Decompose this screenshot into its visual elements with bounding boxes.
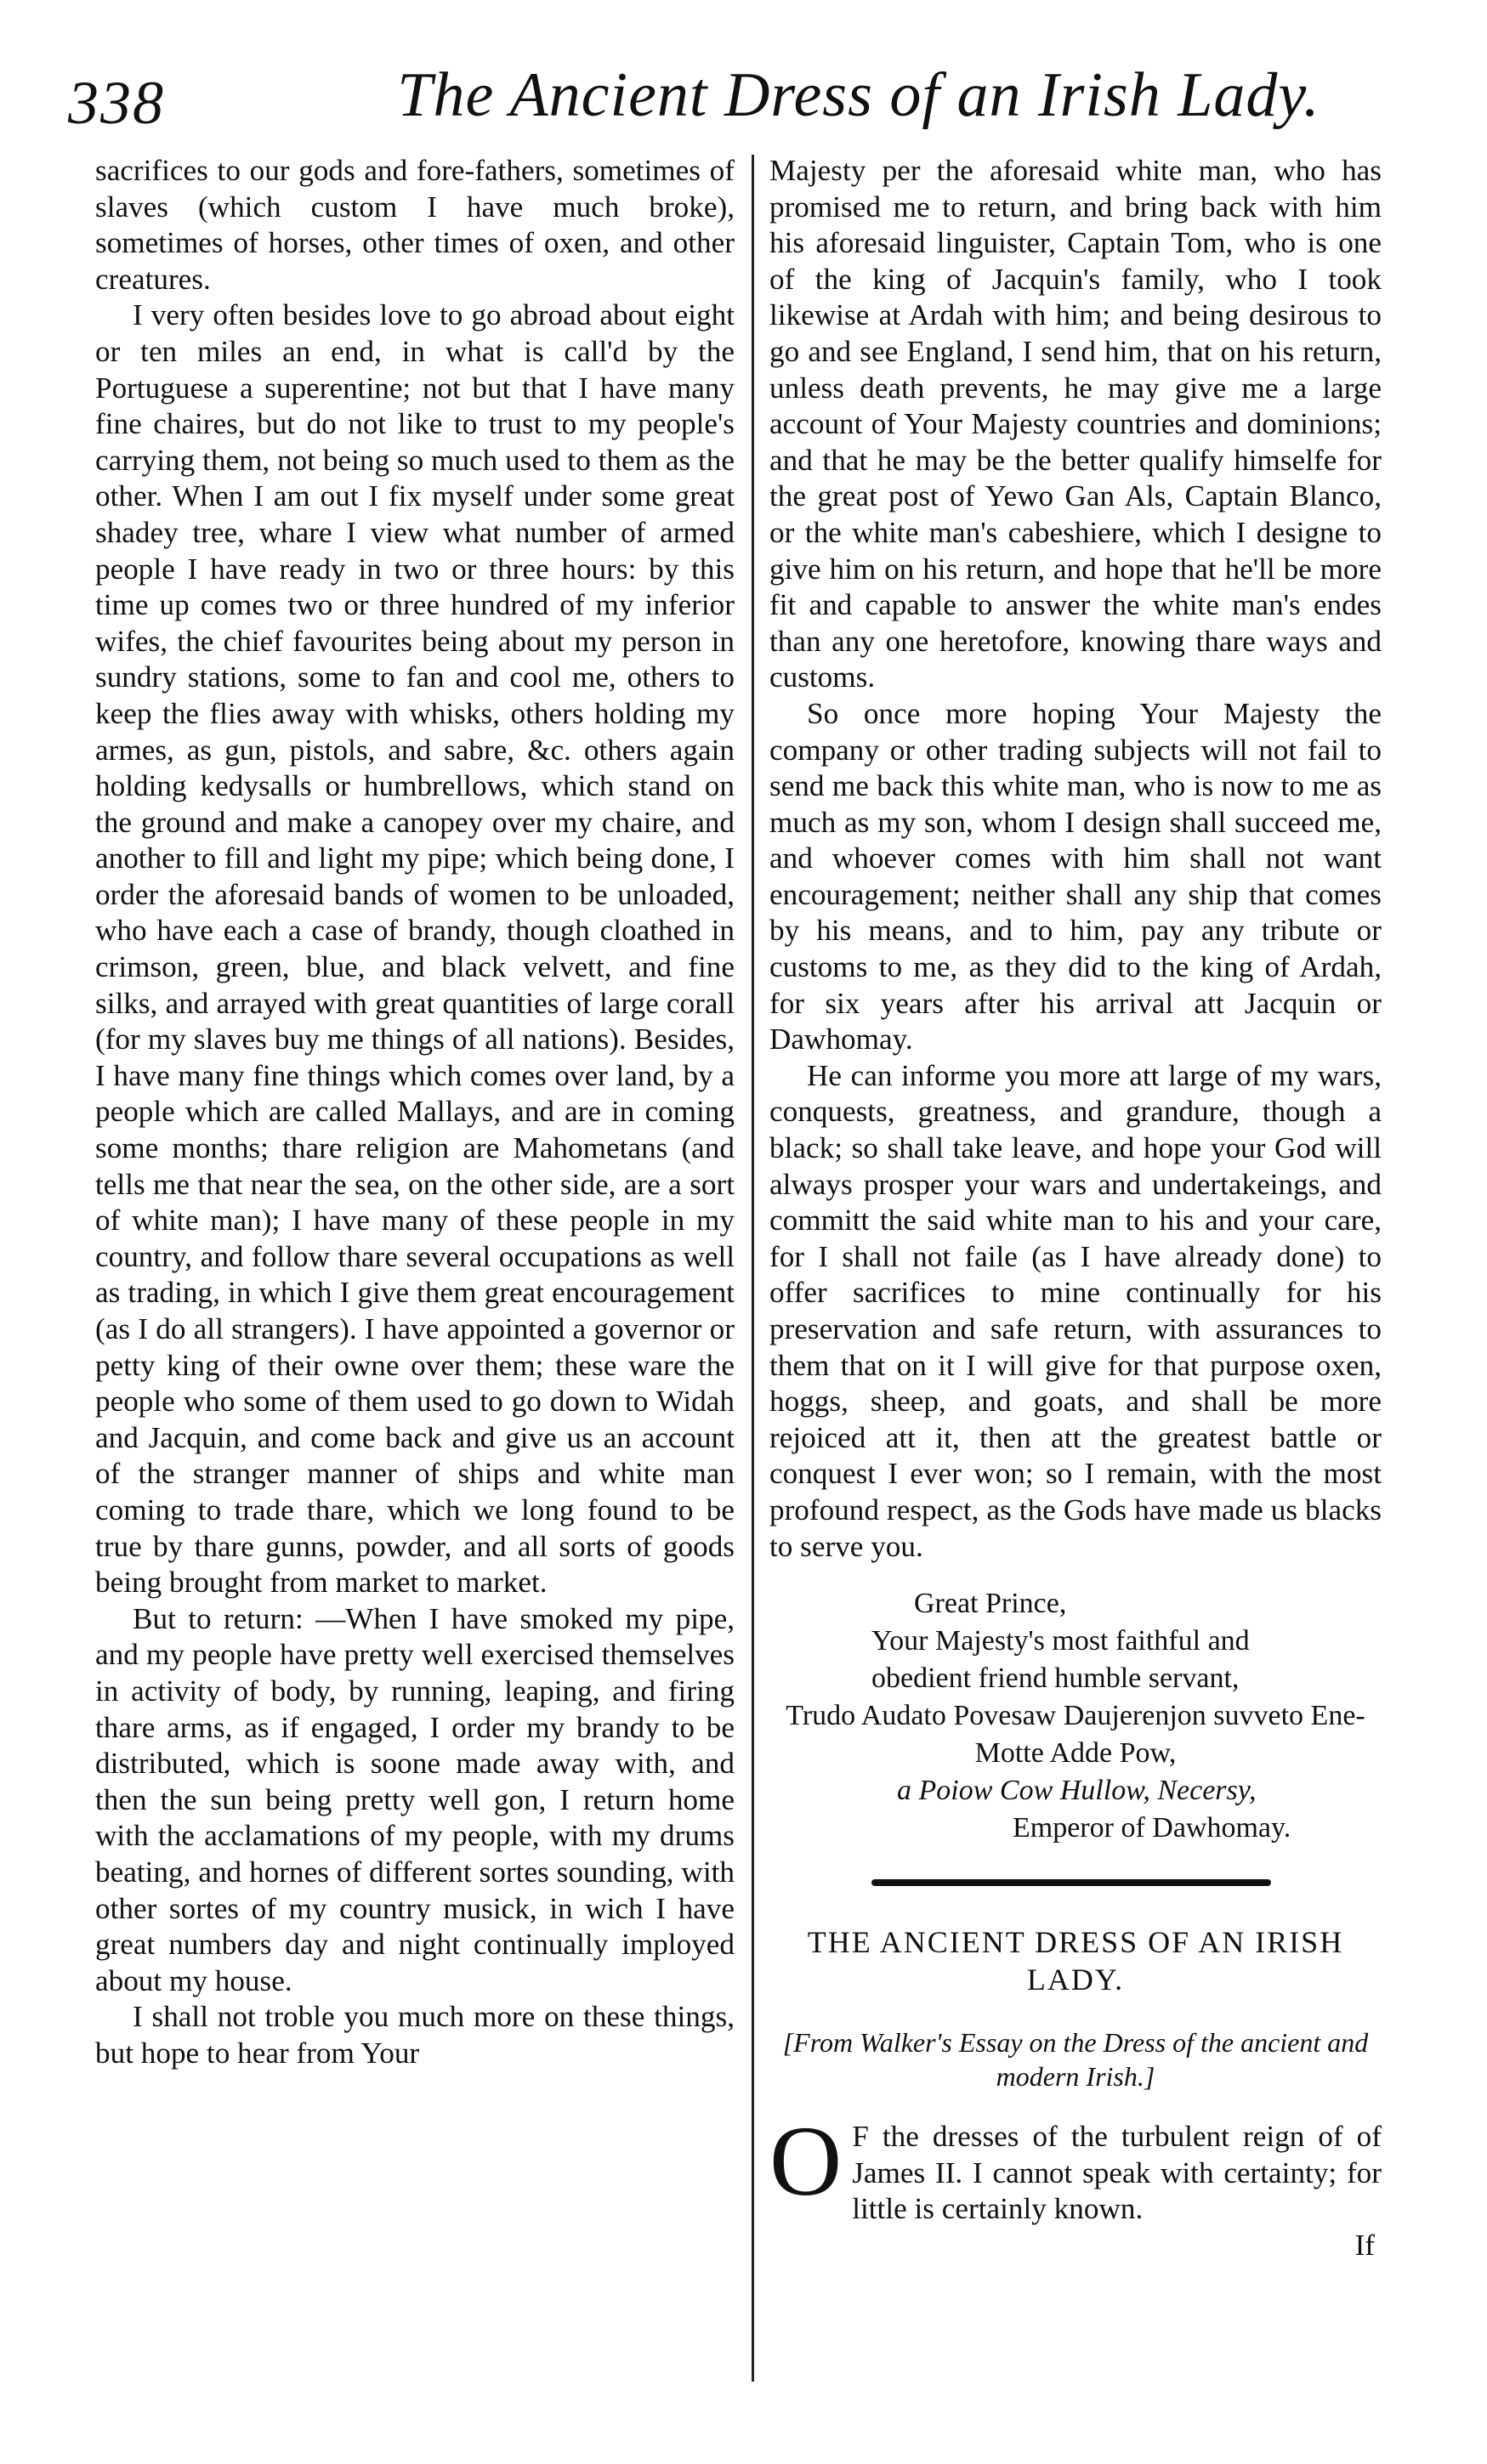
page-header — [68, 59, 1428, 153]
closing-line-2: Your Majesty's most faithful and — [871, 1625, 1250, 1657]
column-divider-rule — [752, 155, 754, 2382]
right-column — [769, 153, 1382, 2264]
closing-signature: Trudo Audato Povesaw Daujerenjon suvveto Ene-Motte Adde Pow, — [786, 1700, 1365, 1770]
drop-cap: O — [769, 2105, 843, 2218]
section-body-text: F the dresses of the turbulent reign of of James II. I cannot speak with certainty; for little is certainly known. — [852, 2120, 1382, 2226]
right-paragraph-1: Majesty per the aforesaid white man, who has promised me to return, and bring back with him his aforesaid linguister, Captain Tom, who is one of the king of Jacquin's family, who I took likewise at Ardah with him; and being desirous to go and see England, I send him, that on his return, unless death prevents, he may give me a large account of Your Majesty countries and dominions; and that he may be the better qualify himselfe for the great post of Yewo Gan Als, Captain Blanco, or the white man's cabeshiere, which I designe to give him on his return, and hope that he'll be more fit and capable to answer the white man's endes than any one heretofore, knowing thare ways and customs. — [769, 154, 1382, 694]
section-title: THE ANCIENT DRESS OF AN IRISH LADY. — [807, 1925, 1344, 1997]
left-paragraph-1: sacrifices to our gods and fore-fathers, sometimes of slaves (which custom I have much broke), sometimes of horses, other times of oxen, and other creatures. — [95, 154, 735, 296]
closing-salutation: Great Prince, — [914, 1588, 1067, 1620]
left-paragraph-2: I very often besides love to go abroad about eight or ten miles an end, in what is call'd by the Portuguese a superentine; not but that I have many fine chaires, but do not like to trust to my people's carrying them, not being so much used to them as the other. When I am out I fix myself under some great shadey tree, whare I view what number of armed people I have ready in two or three hours: by this time up comes two or three hundred of my inferior wifes, the chief favourites being about my person in sundry stations, some to fan and cool me, others to keep the flies away with whisks, others holding my armes, as gun, pistols, and sabre, &c. others again holding kedysalls or humbrellows, which stand on the ground and make a canopey over my chaire, and another to fill and light my pipe; which being done, I order the aforesaid bands of women to be unloaded, who have each a case of brandy, though cloathed in crimson, green, blue, and black velvett, and fine silks, and arrayed with great quantities of large corall (for my slaves buy me things of all nations). Besides, I have many fine things which comes over land, by a people which are called Mallays, and are in coming some months; thare religion are Mahometans (and tells me that near the sea, on the other side, are a sort of white man); I have many of these people in my country, and follow thare several occupations as well as trading, in which I give them great encouragement (as I do all strangers). I have appointed a governor or petty king of their owne over them; these ware the people who some of them used to go down to Widah and Jacquin, and come back and give us an account of the stranger manner of ships and white man coming to trade thare, which we long found to be true by thare gunns, powder, and all sorts of goods being brought from market to market. — [95, 298, 735, 1600]
right-paragraph-3: He can informe you more att large of my wars, conquests, greatness, and grandure, though a black; so shall take leave, and hope your God will always prosper your wars and undertakeings, and committ the said white man to his and your care, for I shall not faile (as I have already done) to offer sacrifices to mine continually for his preservation and safe return, with assurances to them that on it I will give for that purpose oxen, hoggs, sheep, and goats, and shall be more rejoiced att it, then att the greatest battle or conquest I ever won; so I remain, with the most profound respect, as the Gods have made us blacks to serve you. — [769, 1058, 1382, 1563]
section-source: [From Walker's Essay on the Dress of the ancient and modern Irish.] — [782, 2027, 1369, 2093]
right-paragraph-2: So once more hoping Your Majesty the company or other trading subjects will not fail to send me back this white man, who is now to me as much as my son, whom I design shall succeed me, and whoever comes with him shall not want encouragement; neither shall any ship that comes by his means, and to him, pay any tribute or customs to me, as they did to the king of Ardah, for six years after his arrival att Jacquin or Dawhomay. — [769, 696, 1382, 1056]
page-number: 338 — [68, 69, 165, 137]
closing-line-5: a Poiow Cow Hullow, Necersy, — [897, 1775, 1257, 1807]
closing-line-6: Emperor of Dawhomay. — [1013, 1812, 1291, 1844]
left-paragraph-4: I shall not troble you much more on these things, but hope to hear from Your — [95, 2000, 735, 2070]
closing-line-3: obedient friend humble servant, — [871, 1662, 1240, 1695]
left-column — [95, 153, 735, 2071]
running-title: The Ancient Dress of an Irish Lady. — [397, 60, 1320, 130]
letter-closing — [769, 1585, 1382, 1847]
section-body — [769, 2105, 1382, 2228]
section-divider — [769, 1847, 1382, 1915]
catchword: If — [1354, 2228, 1375, 2262]
divider-rule — [871, 1879, 1271, 1886]
left-paragraph-3: But to return: —When I have smoked my pipe, and my people have pretty well exercised themselves in activity of body, by running, leaping, and firing thare arms, as if engaged, I order my brandy to be distributed, which is soone made away with, and then the sun being pretty well gon, I return home with the acclamations of my people, with my drums beating, and hornes of different sortes sounding, with other sortes of my country musick, in wich I have great numbers day and night continually imployed about my house. — [95, 1601, 735, 1997]
